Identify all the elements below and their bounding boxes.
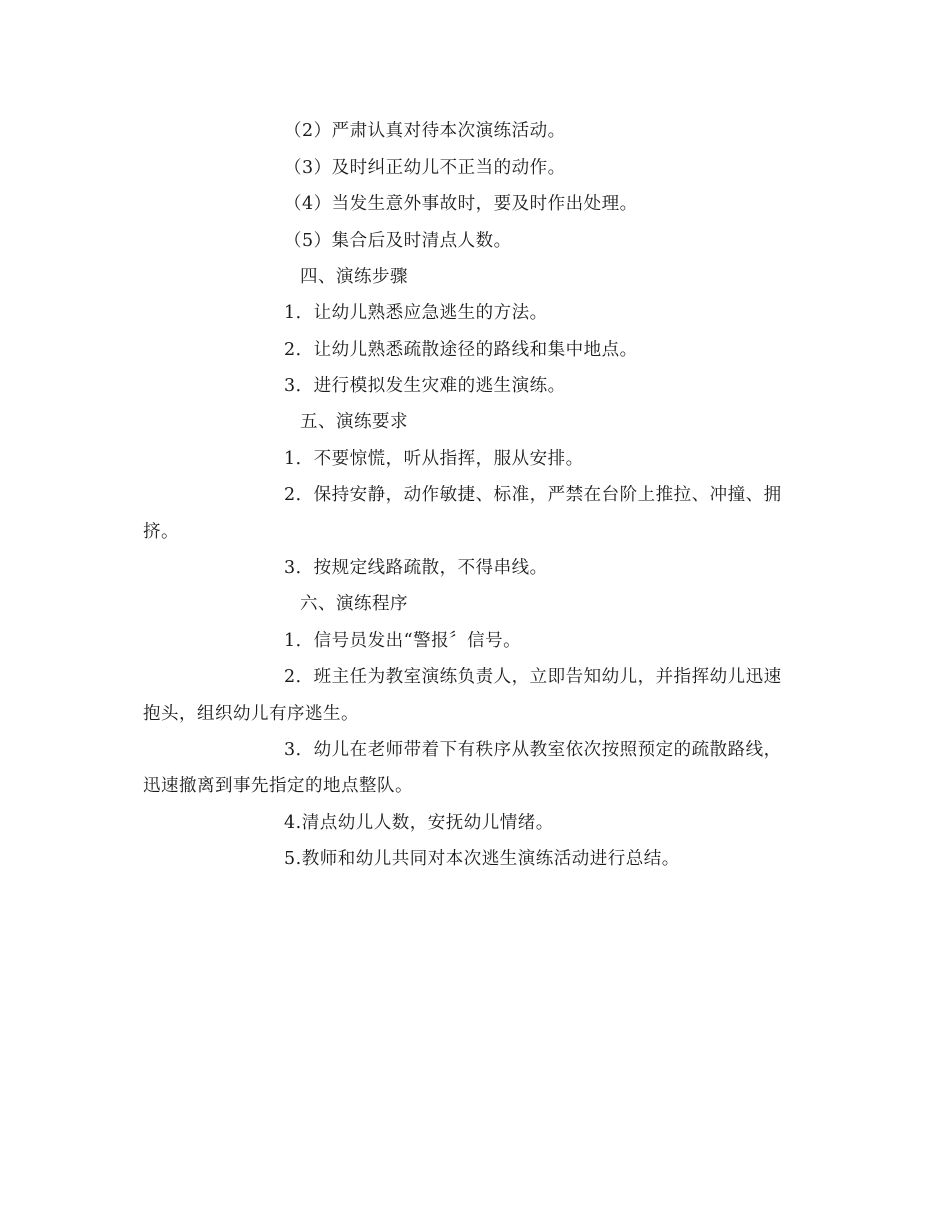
step-item-1: 1．让幼儿熟悉应急逃生的方法。: [284, 303, 548, 323]
duty-item-5: （5）集合后及时清点人数。: [284, 231, 512, 251]
section-heading-steps: 四、演练步骤: [300, 267, 408, 287]
procedure-item-3: 3．幼儿在老师带着下有秩序从教室依次按照预定的疏散路线，: [284, 740, 782, 760]
procedure-item-5: 5.教师和幼儿共同对本次逃生演练活动进行总结。: [284, 849, 680, 869]
step-item-3: 3．进行模拟发生灾难的逃生演练。: [284, 376, 566, 396]
duty-item-4: （4）当发生意外事故时，要及时作出处理。: [284, 194, 638, 214]
duty-item-2: （2）严肃认真对待本次演练活动。: [284, 121, 566, 141]
section-heading-procedure: 六、演练程序: [300, 594, 408, 614]
duty-item-3: （3）及时纠正幼儿不正当的动作。: [284, 158, 566, 178]
step-item-2: 2．让幼儿熟悉疏散途径的路线和集中地点。: [284, 340, 638, 360]
requirement-item-2: 2．保持安静，动作敏捷、标准，严禁在台阶上推拉、冲撞、拥: [284, 485, 782, 505]
requirement-item-2-continued: 挤。: [143, 522, 179, 542]
procedure-item-2-continued: 抱头，组织幼儿有序逃生。: [143, 704, 359, 724]
procedure-item-3-continued: 迅速撤离到事先指定的地点整队。: [143, 776, 413, 796]
requirement-item-1: 1．不要惊慌，听从指挥，服从安排。: [284, 449, 584, 469]
procedure-item-4: 4.清点幼儿人数，安抚幼儿情绪。: [284, 813, 554, 833]
procedure-item-2: 2．班主任为教室演练负责人，立即告知幼儿，并指挥幼儿迅速: [284, 667, 782, 687]
requirement-item-3: 3．按规定线路疏散，不得串线。: [284, 558, 548, 578]
section-heading-requirements: 五、演练要求: [300, 412, 408, 432]
procedure-item-1: 1．信号员发出“警报〞信号。: [284, 631, 522, 651]
